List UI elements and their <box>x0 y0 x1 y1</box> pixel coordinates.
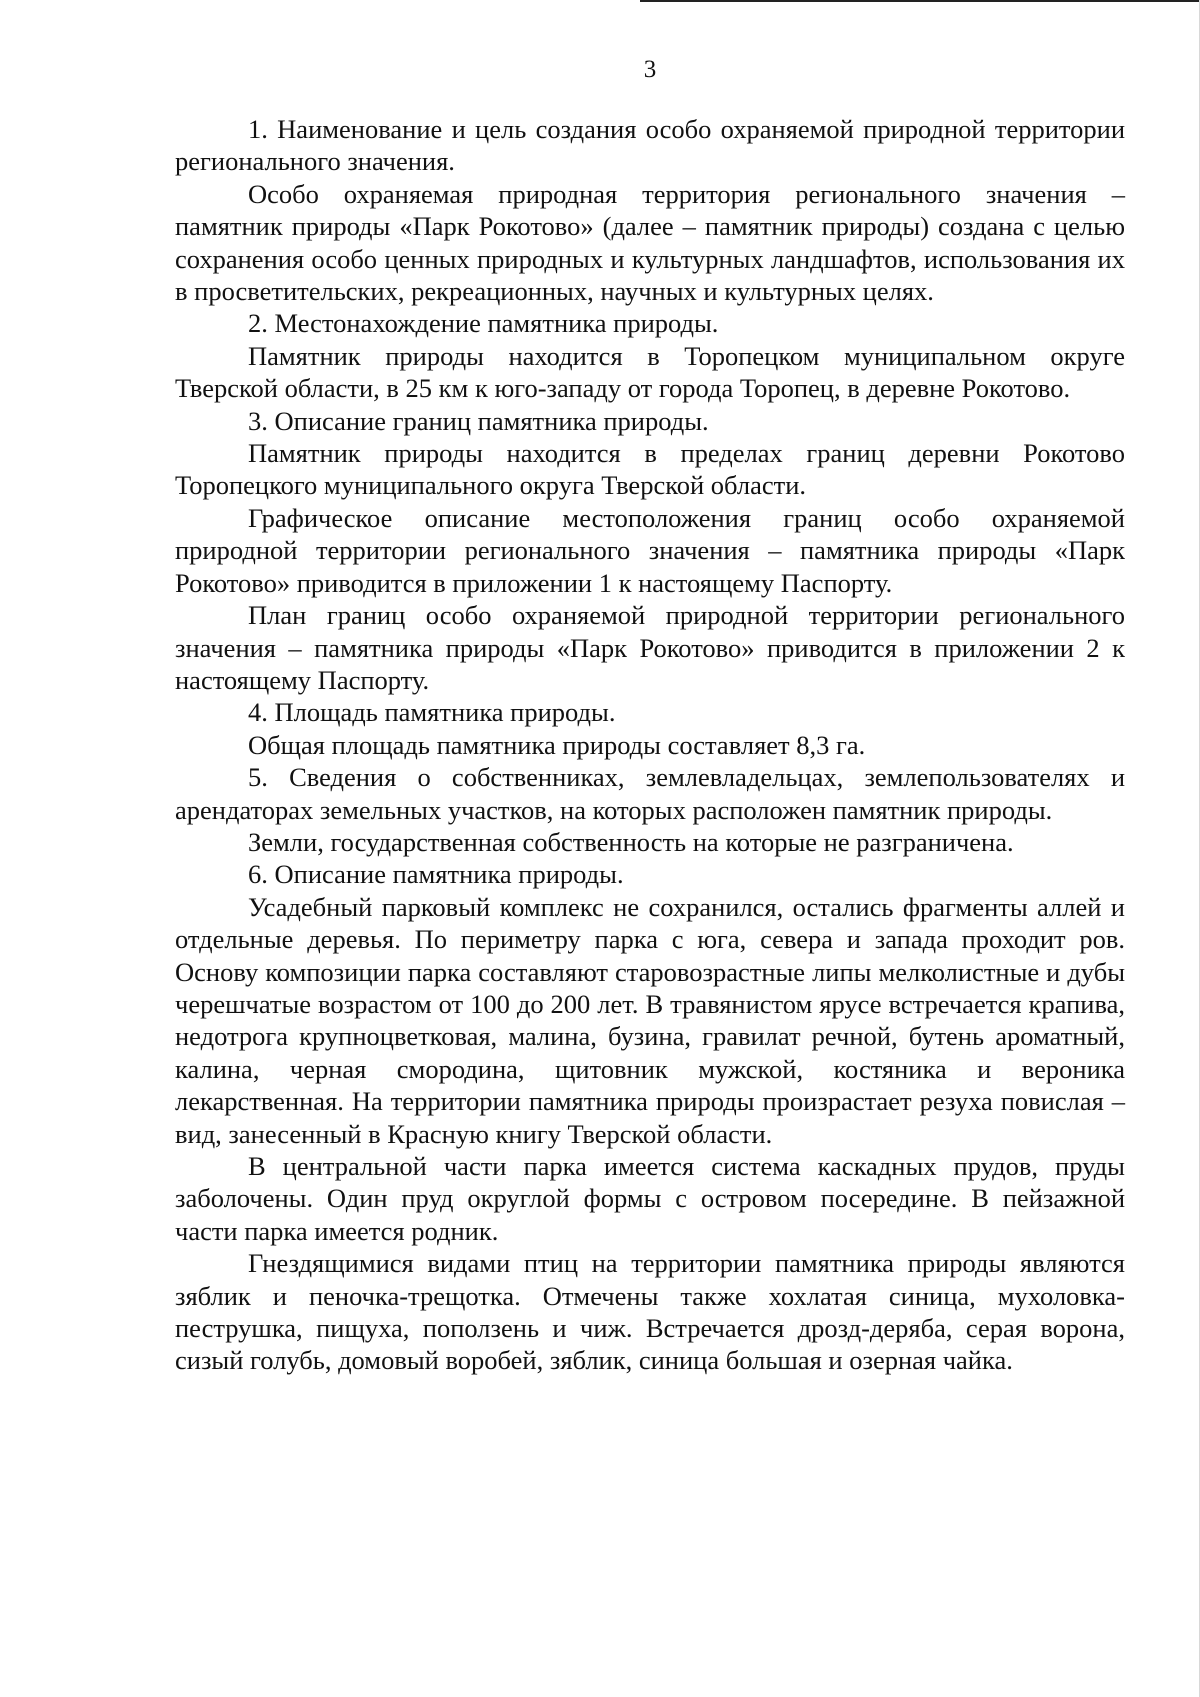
paragraph: Гнездящимися видами птиц на территории памятника природы являются зяблик и пеночка-трещотка. Отмечены также хохлатая синица, мухоловка-пеструшка, пищуха, поползень и чиж. Встречается дрозд-деряба, серая ворона, сизый голубь, домовый воробей, зяблик, синица большая и озерная чайка. <box>175 1248 1125 1376</box>
paragraph: Памятник природы находится в Торопецком муниципальном округе Тверской области, в 25 км к юго-западу от города Торопец, в деревне Рокотово. <box>175 340 1125 404</box>
paragraph: В центральной части парка имеется система каскадных прудов, пруды заболочены. Один пруд округлой формы с островом посередине. В пейзажной части парка имеется родник. <box>175 1151 1125 1246</box>
paragraph: Земли, государственная собственность на которые не разграничена. <box>248 826 1014 857</box>
paragraph: Общая площадь памятника природы составляет 8,3 га. <box>248 729 866 760</box>
page-number: 3 <box>643 56 657 83</box>
paragraph: 6. Описание памятника природы. <box>248 859 624 890</box>
paragraph: 4. Площадь памятника природы. <box>248 697 616 728</box>
paragraph: Графическое описание местоположения границ особо охраняемой природной территории регионального значения – памятника природы «Парк Рокотово» приводится в приложении 1 к настоящему Паспорту. <box>175 502 1125 598</box>
paragraph: 1. Наименование и цель создания особо охраняемой природной территории регионального значения. <box>175 114 1125 177</box>
paragraph: Усадебный парковый комплекс не сохранился, остались фрагменты аллей и отдельные деревья. По периметру парка с юга, севера и запада проходит ров. Основу композиции парка составляют старовозрастные липы мелколистные и дубы черешчатые возрастом от 100 до 200 лет. В травянистом ярусе встречается крапива, недотрога крупноцветковая, малина, бузина, гравилат речной, бутень ароматный, калина, черная смородина, щитовник мужской, костяника и вероника лекарственная. На территории памятника природы произрастает резуха повислая – вид, занесенный в Красную книгу Тверской области. <box>175 891 1125 1149</box>
paragraph: 5. Сведения о собственниках, землевладельцах, землепользователях и арендаторах земельных участков, на которых расположен памятник природы. <box>175 762 1125 825</box>
paragraph: Памятник природы находится в пределах границ деревни Рокотово Торопецкого муниципального округа Тверской области. <box>175 438 1125 501</box>
paragraph: Особо охраняемая природная территория регионального значения – памятник природы «Парк Рокотово» (далее – памятник природы) создана с целью сохранения особо ценных природных и культурных ландшафтов, использования их в просветительских, рекреационных, научных и культурных целях. <box>175 178 1125 307</box>
scan-border-line <box>640 0 1200 2</box>
document-body <box>175 113 1125 1377</box>
paragraph: 3. Описание границ памятника природы. <box>248 405 709 436</box>
paragraph: 2. Местонахождение памятника природы. <box>248 308 719 339</box>
paragraph: План границ особо охраняемой природной территории регионального значения – памятника природы «Парк Рокотово» приводится в приложении 2 к настоящему Паспорту. <box>175 600 1125 695</box>
